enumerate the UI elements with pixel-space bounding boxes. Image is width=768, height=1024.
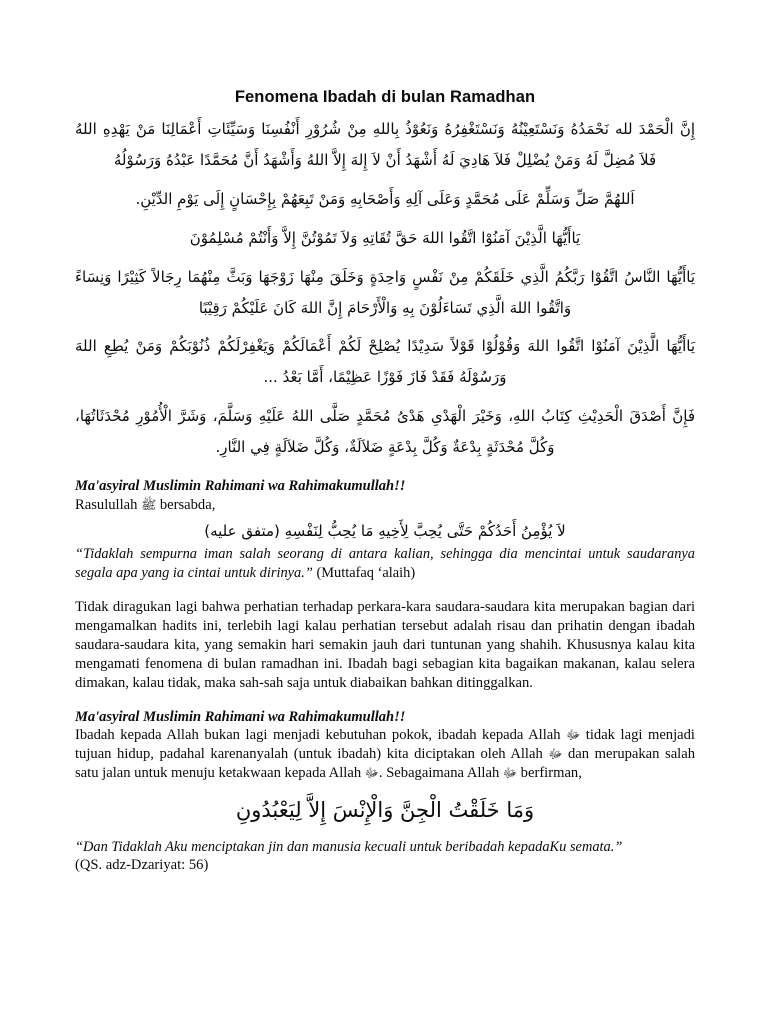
quran-verse-translation: “Dan Tidaklah Aku menciptakan jin dan manusia kecuali untuk beribadah kepadaKu semata.” bbox=[75, 838, 623, 855]
hadith-translation-text: “Tidaklah sempurna iman salah seorang di antara kalian, sehingga dia mencintai untuk saudaranya segala apa yang ia cintai untuk dirinya.” bbox=[75, 546, 695, 582]
paragraph-segment-4: . Sebagaimana Allah bbox=[378, 765, 503, 782]
paragraph-segment-2: tidak lagi menjadi tujuan hidup, padahal karenanyalah (untuk ibadah) kita diciptakan oleh Allah bbox=[75, 727, 695, 763]
paragraph-segment-3: dan merupakan salah satu jalan untuk menuju ketakwaan kepada Allah bbox=[75, 746, 695, 782]
intro-text-after-symbol: bersabda, bbox=[156, 496, 216, 513]
jalla-jalaluhu-icon: ﷻ bbox=[548, 746, 563, 762]
hadith-translation bbox=[75, 545, 695, 582]
intro-text-before-symbol: Rasulullah bbox=[75, 496, 142, 513]
paragraph-segment-1: Ibadah kepada Allah bukan lagi menjadi kebutuhan pokok, ibadah kepada Allah bbox=[75, 727, 567, 744]
arabic-amma-badu: فَإِنَّ أَصْدَقَ الْحَدِيْثِ كِتَابُ اللهِ، وَخَيْرَ الْهَدْىِ هَدْىُ مُحَمَّدٍ صَلَّى اللهُ عَلَيْهِ وَسَلَّمَ، وَشَرَّ الْأُمُوْرِ مُحْدَثَاتُهَا، وَكُلَّ مُحْدَثَةٍ بِدْعَةٌ وَكُلَّ بِدْعَةٍ ضَلاَلَةٌ، وَكُلَّ ضَلاَلَةٍ فِي النَّارِ. bbox=[75, 406, 695, 456]
spacer bbox=[75, 462, 695, 477]
arabic-hadith-text: لاَ يُؤْمِنُ أَحَدُكُمْ حَتَّى يُحِبَّ لِأَخِيهِ مَا يُحِبُّ لِنَفْسِهِ (متفق عليه) bbox=[204, 521, 566, 540]
spacer bbox=[75, 829, 695, 838]
section-heading-2: Ma'asyiral Muslimin Rahimani wa Rahimakumullah!! bbox=[75, 708, 406, 725]
sallallahu-alaihi-wasallam-icon: ﷺ bbox=[141, 496, 157, 512]
arabic-verse-ali-imran-102: يَاأَيُّهَا الَّذِيْنَ آمَنُوْا اتَّقُوا اللهَ حَقَّ تُقَاتِهِ وَلاَ تَمُوْتُنَّ إِلاَّ وَأَنْتُمْ مُسْلِمُوْنَ bbox=[189, 229, 581, 248]
arabic-verse-al-ahzab-70-71: يَاأَيُّهَا الَّذِيْنَ آمَنُوْا اتَّقُوا اللهَ وَقُوْلُوْا قَوْلاً سَدِيْدًا يُصْلِحْ لَكُمْ أَعْمَالَكُمْ وَيَغْفِرْلَكُمْ ذُنُوْبَكُمْ وَمَنْ يُطِعِ اللهَ وَرَسُوْلَهُ فَقَدْ فَازَ فَوْزًا عَظِيْمًا، أَمَّا بَعْدُ ... bbox=[75, 337, 695, 387]
paragraph-segment-5: berfirman, bbox=[517, 765, 582, 782]
body-paragraph-1: Tidak diragukan lagi bahwa perhatian terhadap perkara-kara saudara-saudara kita merupakan bagian dari mengamalkan hadits ini, terlebih lagi kalau perhatian tersebut adalah risau dan prihatin dengan ibadah saudara-saudara kita, yang semakin hari semakin jauh dari tuntunan yang shahih. Khususnya kalau kita mengamati fenomena di bulan ramadhan ini. Ibadah bagi sebagian kita bagaikan makanan, kalau selera dimakan, kalau tidak, maka sah-sah saja untuk diabaikan bahkan ditinggalkan. bbox=[75, 598, 695, 691]
arabic-verse-an-nisa-1: يَاأَيُّهَا النَّاسُ اتَّقُوْا رَبَّكُمُ الَّذِي خَلَقَكُمْ مِنْ نَفْسٍ وَاحِدَةٍ وَخَلَقَ مِنْهَا زَوْجَهَا وَبَثَّ مِنْهُمَا رِجَالاً كَثِيْرًا وَنِسَاءً وَاتَّقُوا اللهَ الَّذِي تَسَاءَلُوْنَ بِهِ وَالْأَرْحَامَ إِنَّ اللهَ كَانَ عَلَيْكُمْ رَقِيْبًا bbox=[75, 267, 695, 317]
spacer bbox=[75, 693, 695, 708]
arabic-opening-khutbah: إِنَّ الْحَمْدَ لله نَحْمَدُهُ وَنَسْتَعِيْنُهُ وَنَسْتَغْفِرُهُ وَنَعُوْذُ بِاللهِ مِنْ شُرُوْرِ أَنْفُسِنَا وَسَيِّئَاتِ أَعْمَالِنَا مَنْ يَهْدِهِ اللهُ فَلاَ مُضِلَّ لَهُ وَمَنْ يُضْلِلْ فَلاَ هَادِيَ لَهُ أَشْهَدُ أَنْ لاَ إِلهَ إِلاَّ اللهُ وَأَشْهَدُ أَنَّ مُحَمَّدًا عَبْدُهُ وَرَسُوْلُهُ bbox=[75, 119, 695, 169]
arabic-shalawat: اَللهُمَّ صَلِّ وَسَلِّمْ عَلَى مُحَمَّدٍ وَعَلَى آلِهِ وَأَصْحَابِهِ وَمَنْ تَبِعَهُمْ بِإِحْسَانٍ إِلَى يَوْمِ الدِّيْنِ. bbox=[135, 190, 635, 209]
rasulullah-bersabda-line bbox=[75, 496, 695, 515]
jalla-jalaluhu-icon: ﷻ bbox=[566, 727, 581, 743]
jalla-jalaluhu-icon: ﷻ bbox=[502, 765, 518, 781]
jalla-jalaluhu-icon: ﷻ bbox=[364, 765, 379, 781]
arabic-verse-adz-dzariyat-56: وَمَا خَلَقْتُ الْجِنَّ وَالْإِنْسَ إِلاَّ لِيَعْبُدُونِ bbox=[235, 798, 535, 823]
page-title: Fenomena Ibadah di bulan Ramadhan bbox=[234, 88, 536, 106]
section-heading-1: Ma'asyiral Muslimin Rahimani wa Rahimakumullah!! bbox=[75, 478, 406, 495]
spacer bbox=[75, 583, 695, 598]
quran-verse-reference: (QS. adz-Dzariyat: 56) bbox=[75, 857, 209, 874]
hadith-source-reference: (Muttafaq ‘alaih) bbox=[316, 565, 416, 582]
body-paragraph-2 bbox=[75, 726, 695, 783]
